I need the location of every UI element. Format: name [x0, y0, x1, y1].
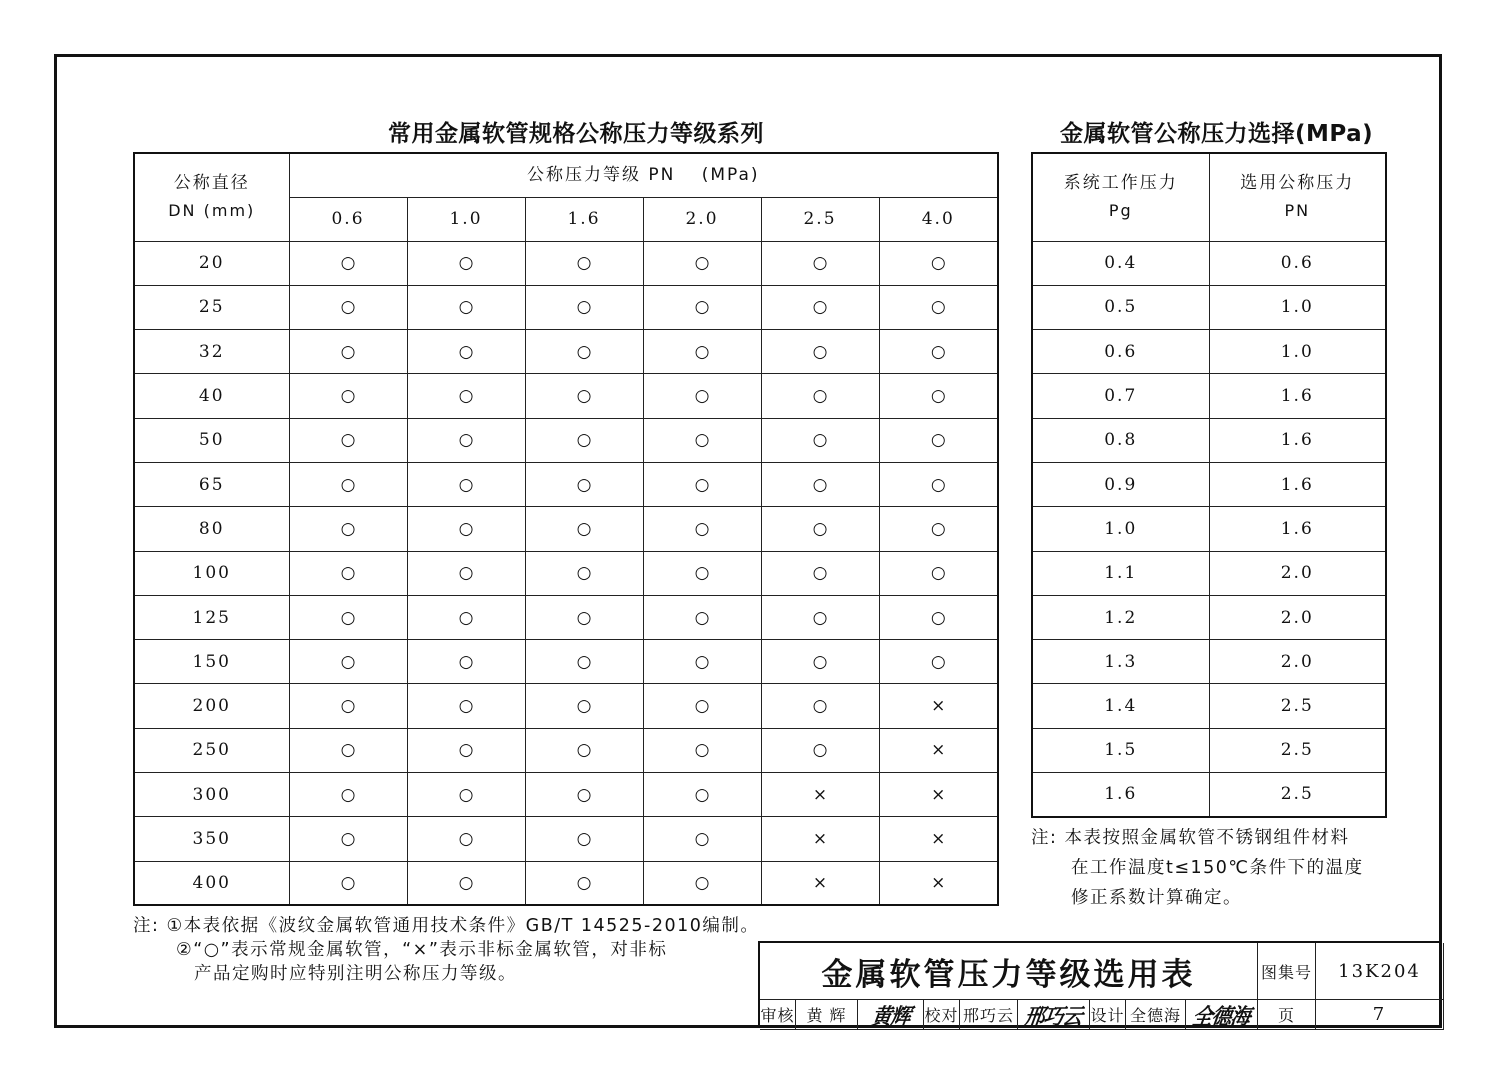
pressure-selection-table — [1031, 152, 1387, 818]
availability-mark: ○ — [289, 241, 407, 285]
availability-mark: ○ — [289, 507, 407, 551]
pg-cell: 1.0 — [1032, 507, 1209, 551]
availability-mark: × — [879, 773, 998, 817]
availability-mark: ○ — [643, 684, 761, 728]
table-row — [1032, 551, 1386, 595]
availability-mark: ○ — [525, 285, 643, 329]
pg-cell: 1.1 — [1032, 551, 1209, 595]
right-note-line3: 修正系数计算确定。 — [1071, 888, 1242, 908]
availability-mark: ○ — [407, 285, 525, 329]
pg-cell: 0.6 — [1032, 330, 1209, 374]
availability-mark: ○ — [879, 551, 998, 595]
pn-cell: 1.0 — [1209, 285, 1386, 329]
dn-cell: 100 — [134, 551, 289, 595]
availability-mark: ○ — [525, 374, 643, 418]
availability-mark: ○ — [407, 684, 525, 728]
availability-mark: ○ — [643, 551, 761, 595]
pressure-grade-table — [133, 152, 999, 906]
pg-cell: 1.3 — [1032, 640, 1209, 684]
pg-cell: 0.4 — [1032, 241, 1209, 285]
availability-mark: ○ — [879, 507, 998, 551]
availability-mark: ○ — [407, 817, 525, 861]
availability-mark: ○ — [525, 507, 643, 551]
availability-mark: ○ — [525, 551, 643, 595]
table-row — [134, 241, 998, 285]
availability-mark: ○ — [289, 817, 407, 861]
pg-cell: 1.2 — [1032, 595, 1209, 639]
left-note-line2: ②“○”表示常规金属软管，“×”表示非标金属软管，对非标 — [176, 940, 668, 960]
left-note-line3: 产品定购时应特别注明公称压力等级。 — [194, 964, 517, 984]
availability-mark: ○ — [761, 462, 879, 506]
table-row — [1032, 773, 1386, 817]
availability-mark: ○ — [761, 418, 879, 462]
table-row — [134, 285, 998, 329]
pn-cell: 2.5 — [1209, 773, 1386, 817]
table-row — [1032, 330, 1386, 374]
availability-mark: ○ — [525, 640, 643, 684]
table-row — [134, 551, 998, 595]
availability-mark: ○ — [289, 640, 407, 684]
availability-mark: ○ — [407, 374, 525, 418]
availability-mark: ○ — [525, 330, 643, 374]
dn-cell: 20 — [134, 241, 289, 285]
availability-mark: ○ — [761, 640, 879, 684]
pg-header — [1032, 153, 1209, 241]
availability-mark: ○ — [879, 418, 998, 462]
availability-mark: ○ — [289, 595, 407, 639]
pn-cell: 2.0 — [1209, 595, 1386, 639]
availability-mark: ○ — [289, 374, 407, 418]
pn-cell: 1.6 — [1209, 374, 1386, 418]
availability-mark: ○ — [407, 241, 525, 285]
availability-mark: ○ — [761, 285, 879, 329]
designer-name: 全德海 — [1126, 1000, 1186, 1030]
availability-mark: ○ — [407, 861, 525, 905]
availability-mark: ○ — [525, 418, 643, 462]
availability-mark: ○ — [525, 728, 643, 772]
dn-cell: 40 — [134, 374, 289, 418]
availability-mark: ○ — [407, 595, 525, 639]
table-row — [1032, 241, 1386, 285]
table-row — [134, 595, 998, 639]
table-row — [1032, 418, 1386, 462]
availability-mark: ○ — [643, 418, 761, 462]
table-row — [134, 462, 998, 506]
pn-cell: 1.6 — [1209, 462, 1386, 506]
availability-mark: × — [879, 861, 998, 905]
dn-cell: 150 — [134, 640, 289, 684]
availability-mark: ○ — [643, 861, 761, 905]
table-row — [134, 684, 998, 728]
availability-mark: ○ — [407, 507, 525, 551]
availability-mark: ○ — [643, 817, 761, 861]
table-row — [1032, 595, 1386, 639]
drawing-title: 金属软管压力等级选用表 — [760, 943, 1258, 1000]
design-label: 设计 — [1090, 1000, 1126, 1030]
checker-signature: 邢巧云 — [1018, 1000, 1090, 1030]
review-label: 审核 — [760, 1000, 796, 1030]
page-number: 7 — [1316, 1000, 1444, 1030]
availability-mark: ○ — [879, 595, 998, 639]
pg-cell: 1.6 — [1032, 773, 1209, 817]
availability-mark: × — [761, 773, 879, 817]
pg-cell: 0.9 — [1032, 462, 1209, 506]
pn-column-header: 1.6 — [525, 197, 643, 241]
pn-select-header-symbol: PN — [1284, 201, 1311, 221]
table-row — [134, 374, 998, 418]
table-row — [1032, 684, 1386, 728]
pn-cell: 1.0 — [1209, 330, 1386, 374]
availability-mark: × — [879, 728, 998, 772]
availability-mark: ○ — [643, 374, 761, 418]
pg-cell: 1.5 — [1032, 728, 1209, 772]
check-label: 校对 — [924, 1000, 960, 1030]
availability-mark: ○ — [643, 285, 761, 329]
pn-cell: 1.6 — [1209, 418, 1386, 462]
availability-mark: ○ — [761, 330, 879, 374]
dn-cell: 400 — [134, 861, 289, 905]
table-row — [134, 773, 998, 817]
right-note-line2: 在工作温度t≤150℃条件下的温度 — [1071, 858, 1364, 878]
dn-header-label: 公称直径 — [173, 173, 250, 194]
table-row — [134, 640, 998, 684]
table-row — [134, 817, 998, 861]
availability-mark: ○ — [525, 817, 643, 861]
atlas-number: 13K204 — [1316, 943, 1444, 1000]
table-row — [134, 330, 998, 374]
right-note-line1: 注: 本表按照金属软管不锈钢组件材料 — [1031, 828, 1350, 848]
availability-mark: ○ — [879, 241, 998, 285]
availability-mark: ○ — [879, 330, 998, 374]
pn-column-header: 0.6 — [289, 197, 407, 241]
table-row — [134, 507, 998, 551]
availability-mark: ○ — [289, 418, 407, 462]
availability-mark: ○ — [289, 861, 407, 905]
availability-mark: ○ — [643, 640, 761, 684]
availability-mark: ○ — [289, 462, 407, 506]
dn-cell: 50 — [134, 418, 289, 462]
page-label: 页 — [1258, 1000, 1316, 1030]
table-row — [1032, 507, 1386, 551]
dn-cell: 300 — [134, 773, 289, 817]
dn-cell: 125 — [134, 595, 289, 639]
checker-name: 邢巧云 — [960, 1000, 1018, 1030]
pn-column-header: 2.0 — [643, 197, 761, 241]
availability-mark: ○ — [643, 507, 761, 551]
availability-mark: ○ — [289, 330, 407, 374]
atlas-label: 图集号 — [1258, 943, 1316, 1000]
availability-mark: ○ — [525, 595, 643, 639]
availability-mark: ○ — [879, 640, 998, 684]
pn-column-header: 4.0 — [879, 197, 998, 241]
availability-mark: ○ — [643, 462, 761, 506]
title-block — [758, 941, 1442, 1028]
availability-mark: ○ — [407, 728, 525, 772]
pn-cell: 0.6 — [1209, 241, 1386, 285]
availability-mark: ○ — [879, 374, 998, 418]
pg-header-symbol: Pg — [1108, 201, 1133, 221]
dn-header — [134, 153, 289, 241]
table-row — [1032, 640, 1386, 684]
availability-mark: ○ — [525, 684, 643, 728]
availability-mark: ○ — [407, 330, 525, 374]
designer-signature: 全德海 — [1186, 1000, 1258, 1030]
table-row — [1032, 728, 1386, 772]
left-table-title: 常用金属软管规格公称压力等级系列 — [388, 121, 764, 147]
availability-mark: ○ — [525, 773, 643, 817]
availability-mark: ○ — [879, 285, 998, 329]
availability-mark: ○ — [289, 773, 407, 817]
availability-mark: × — [879, 817, 998, 861]
availability-mark: ○ — [407, 551, 525, 595]
availability-mark: ○ — [761, 684, 879, 728]
availability-mark: ○ — [525, 861, 643, 905]
left-note-line1: 注: ①本表依据《波纹金属软管通用技术条件》GB/T 14525-2010编制。 — [133, 916, 760, 936]
availability-mark: × — [879, 684, 998, 728]
availability-mark: ○ — [643, 728, 761, 772]
availability-mark: ○ — [643, 773, 761, 817]
pg-header-label: 系统工作压力 — [1063, 173, 1178, 194]
dn-cell: 200 — [134, 684, 289, 728]
availability-mark: ○ — [289, 551, 407, 595]
availability-mark: ○ — [643, 595, 761, 639]
pg-cell: 0.8 — [1032, 418, 1209, 462]
availability-mark: ○ — [761, 374, 879, 418]
availability-mark: ○ — [761, 241, 879, 285]
table-row — [134, 728, 998, 772]
availability-mark: ○ — [879, 462, 998, 506]
availability-mark: ○ — [643, 241, 761, 285]
reviewer-signature: 黄辉 — [858, 1000, 924, 1030]
availability-mark: ○ — [289, 728, 407, 772]
right-table-title: 金属软管公称压力选择(MPa) — [1060, 121, 1374, 147]
availability-mark: ○ — [761, 728, 879, 772]
availability-mark: ○ — [407, 640, 525, 684]
availability-mark: ○ — [407, 418, 525, 462]
dn-cell: 25 — [134, 285, 289, 329]
reviewer-name: 黄 辉 — [796, 1000, 858, 1030]
dn-header-unit: DN (mm) — [168, 201, 256, 221]
dn-cell: 250 — [134, 728, 289, 772]
dn-cell: 80 — [134, 507, 289, 551]
pn-select-header — [1209, 153, 1386, 241]
table-row — [134, 861, 998, 905]
table-row — [1032, 285, 1386, 329]
table-row — [1032, 462, 1386, 506]
pn-cell: 2.5 — [1209, 684, 1386, 728]
pn-select-header-label: 选用公称压力 — [1240, 173, 1355, 194]
pg-cell: 0.5 — [1032, 285, 1209, 329]
dn-cell: 65 — [134, 462, 289, 506]
availability-mark: ○ — [407, 773, 525, 817]
pg-cell: 0.7 — [1032, 374, 1209, 418]
pn-cell: 2.0 — [1209, 640, 1386, 684]
dn-cell: 32 — [134, 330, 289, 374]
pn-column-header: 2.5 — [761, 197, 879, 241]
availability-mark: ○ — [407, 462, 525, 506]
availability-mark: ○ — [289, 285, 407, 329]
availability-mark: ○ — [525, 462, 643, 506]
availability-mark: ○ — [643, 330, 761, 374]
availability-mark: ○ — [525, 241, 643, 285]
availability-mark: ○ — [761, 507, 879, 551]
pn-cell: 1.6 — [1209, 507, 1386, 551]
availability-mark: × — [761, 861, 879, 905]
pn-cell: 2.5 — [1209, 728, 1386, 772]
table-row — [134, 418, 998, 462]
pg-cell: 1.4 — [1032, 684, 1209, 728]
availability-mark: ○ — [761, 595, 879, 639]
dn-cell: 350 — [134, 817, 289, 861]
pn-column-header: 1.0 — [407, 197, 525, 241]
table-row — [1032, 374, 1386, 418]
pn-cell: 2.0 — [1209, 551, 1386, 595]
availability-mark: ○ — [761, 551, 879, 595]
pn-header: 公称压力等级 PN (MPa) — [289, 153, 998, 197]
availability-mark: ○ — [289, 684, 407, 728]
availability-mark: × — [761, 817, 879, 861]
